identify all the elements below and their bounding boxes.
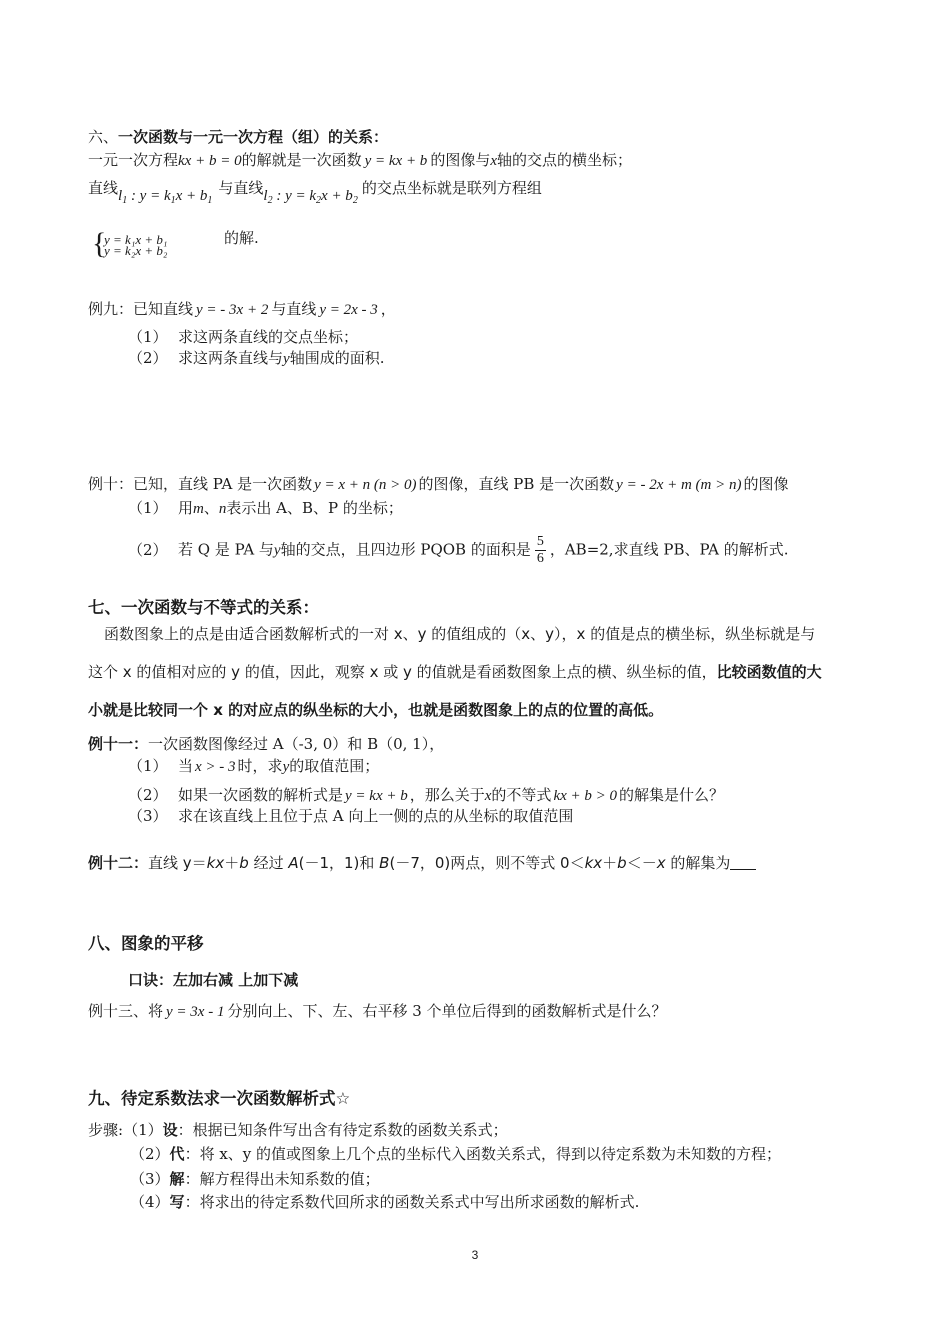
- section-7-paragraph-line-3: 小就是比较同一个 x 的对应点的纵坐标的大小，也就是函数图象上的点的位置的高低。: [88, 701, 664, 719]
- example-13: 例十三、将 y = 3x - 1 分别向上、下、左、右平移 3 个单位后得到的函数解析式是什么？: [88, 1002, 667, 1020]
- step-4: （4）写：将求出的待定系数代回所求的函数关系式中写出所求函数的解析式.: [130, 1193, 640, 1211]
- step-1: 步骤:（1）设：根据已知条件写出含有待定系数的函数关系式；: [88, 1121, 508, 1139]
- brace-symbol: {: [92, 227, 107, 260]
- example-9-item-2: （2） 求这两条直线与y轴围成的面积.: [128, 349, 385, 367]
- system-row-2: y = k₂x + b₂: [104, 243, 168, 258]
- equation-kx-b-0: kx + b = 0: [178, 153, 242, 169]
- section-8-rhyme: 口诀：左加右减 上加下减: [128, 971, 299, 989]
- section-7-paragraph-line-1: 函数图象上的点是由适合函数解析式的一对 x、y 的值组成的（x、y），x 的值是点的横坐标，纵坐标就是与: [104, 625, 816, 643]
- example-9-item-1: （1） 求这两条直线的交点坐标；: [128, 328, 359, 346]
- section-7-paragraph-line-2: 这个 x 的值相对应的 y 的值，因此，观察 x 或 y 的值就是看函数图象上点的横、纵坐标的值，比较函数值的大: [88, 663, 822, 681]
- equation-y-kx-b: y = kx + b: [364, 153, 428, 169]
- section-6-line-2: 直线$l_1$ : $y = k_1x + b_1$与直线$l_2$ : $y = k_2x + b_2$的交点坐标就是联列方程组: [88, 179, 542, 206]
- section-6-heading: [88, 127, 880, 147]
- fraction-five-sixths: $\frac{5}{6}$: [536, 534, 544, 566]
- example-10-item-1: （1） 用m、n表示出 A、B、P 的坐标；: [128, 499, 403, 517]
- example-11-item-2: （2） 如果一次函数的解析式是 y = kx + b ，那么关于x的不等式 kx + b > 0 的解集是什么？: [128, 786, 725, 804]
- example-10-item-2: （2） 若 Q 是 PA 与y轴的交点，且四边形 PQOB 的面积是 $\frac{5}{6}$ ，AB=2,求直线 PB、PA 的解析式.: [128, 534, 789, 566]
- example-12: 例十二：直线 y＝kx＋b 经过 A(－1，1)和 B(－7，0)两点，则不等式 0＜kx＋b＜－x 的解集为: [88, 853, 880, 873]
- step-3: （3）解：解方程得出未知系数的值；: [130, 1170, 380, 1188]
- example-9-stem: 例九：已知直线 y = - 3x + 2 与直线 y = 2x - 3 ，: [88, 300, 396, 318]
- section-8-title: 八、图象的平移: [88, 934, 204, 953]
- step-2: （2）代：将 x、y 的值或图象上几个点的坐标代入函数关系式，得到以待定系数为未知数的方程；: [130, 1145, 782, 1163]
- section-6-title: 一次函数与一元一次方程（组）的关系：: [118, 128, 389, 146]
- page-number: 3: [471, 1248, 479, 1262]
- example-11-item-1: （1） 当 x > - 3 时，求y的取值范围；: [128, 757, 380, 775]
- section-9-title: 九、待定系数法求一次函数解析式☆: [88, 1089, 351, 1108]
- line-l2-equation: $l_2$ : $y = k_2x + b_2$: [263, 188, 358, 206]
- section-6-line-3: 的解.: [224, 229, 259, 247]
- answer-blank: [730, 855, 756, 870]
- section-6-number: 六、: [88, 128, 119, 146]
- line-l1-equation: $l_1$ : $y = k_1x + b_1$: [118, 188, 213, 206]
- section-6-line-1: 一元一次方程kx + b = 0的解就是一次函数 y = kx + b 的图像与x轴的交点的横坐标；: [88, 151, 633, 169]
- example-10-stem: 例十：已知，直线 PA 是一次函数 y = x + n (n > 0) 的图像，直线 PB 是一次函数 y = - 2x + m (m > n) 的图像: [88, 475, 789, 493]
- example-11-stem: 例十一：一次函数图像经过 A（-3, 0）和 B（0, 1），: [88, 735, 445, 753]
- section-7-title: 七、一次函数与不等式的关系：: [88, 598, 319, 617]
- example-11-item-3: （3） 求在该直线上且位于点 A 向上一侧的点的从坐标的取值范围: [128, 807, 574, 825]
- system-row-1: y = k₁x + b₁: [104, 232, 168, 247]
